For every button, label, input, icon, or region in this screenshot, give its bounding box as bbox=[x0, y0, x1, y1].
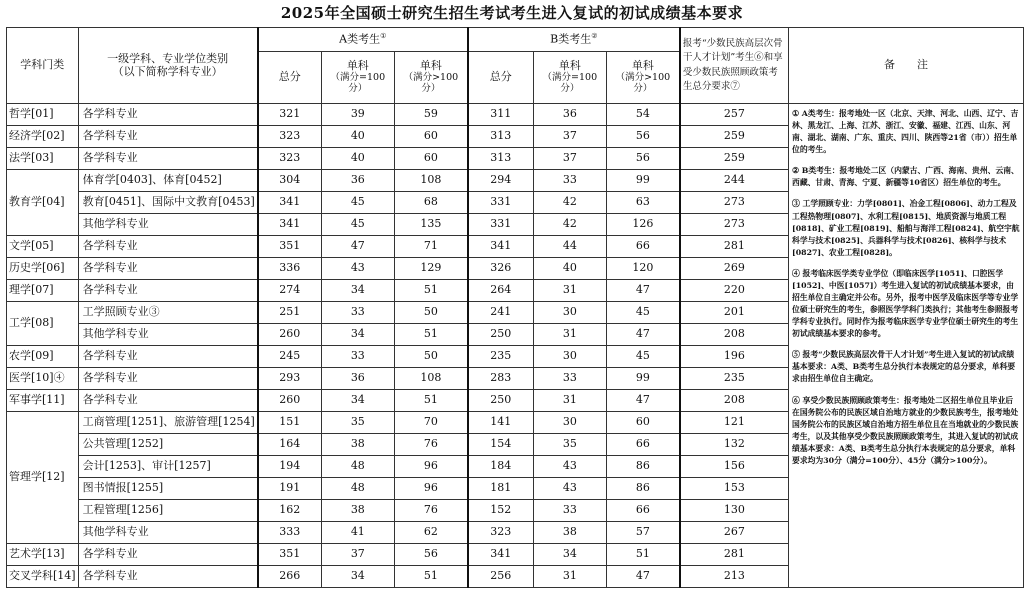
a-score-cell: 260 bbox=[258, 324, 321, 346]
a-score-cell: 164 bbox=[258, 434, 321, 456]
a-score-cell: 51 bbox=[394, 390, 467, 412]
b-score-cell: 45 bbox=[606, 346, 679, 368]
b-score-cell: 57 bbox=[606, 522, 679, 544]
b-score-cell: 47 bbox=[606, 280, 679, 302]
b-score-cell: 256 bbox=[468, 566, 533, 588]
b-score-cell: 35 bbox=[533, 434, 606, 456]
major-cell: 各学科专业 bbox=[78, 566, 258, 588]
score-table-body bbox=[7, 104, 1024, 588]
b-score-cell: 283 bbox=[468, 368, 533, 390]
b-score-cell: 264 bbox=[468, 280, 533, 302]
b-score-cell: 294 bbox=[468, 170, 533, 192]
a-score-cell: 56 bbox=[394, 544, 467, 566]
a-score-cell: 38 bbox=[321, 434, 394, 456]
header-category-label: 一级学科、专业学位类别 bbox=[107, 51, 229, 65]
a-score-cell: 40 bbox=[321, 126, 394, 148]
b-score-cell: 47 bbox=[606, 390, 679, 412]
b-score-cell: 47 bbox=[606, 324, 679, 346]
discipline-cell: 交叉学科[14] bbox=[7, 566, 79, 588]
b-score-cell: 66 bbox=[606, 434, 679, 456]
a-score-cell: 76 bbox=[394, 500, 467, 522]
discipline-cell: 工学[08] bbox=[7, 302, 79, 346]
discipline-cell: 管理学[12] bbox=[7, 412, 79, 544]
b-score-cell: 181 bbox=[468, 478, 533, 500]
a-score-cell: 38 bbox=[321, 500, 394, 522]
major-cell: 各学科专业 bbox=[78, 346, 258, 368]
header-minority: 报考“少数民族高层次骨干人才计划”考生⑥和享受少数民族照顾政策考生总分要求⑦ bbox=[680, 28, 789, 104]
a-score-cell: 96 bbox=[394, 456, 467, 478]
discipline-cell: 哲学[01] bbox=[7, 104, 79, 126]
header-a-single-label: 单科 bbox=[419, 59, 442, 73]
b-score-cell: 331 bbox=[468, 192, 533, 214]
minority-total-cell: 121 bbox=[680, 412, 789, 434]
b-score-cell: 30 bbox=[533, 302, 606, 324]
a-score-cell: 293 bbox=[258, 368, 321, 390]
a-score-cell: 51 bbox=[394, 324, 467, 346]
b-score-cell: 33 bbox=[533, 170, 606, 192]
header-group-a-label: A类考生 bbox=[339, 33, 381, 46]
a-score-cell: 60 bbox=[394, 148, 467, 170]
a-score-cell: 45 bbox=[321, 192, 394, 214]
minority-total-cell: 208 bbox=[680, 390, 789, 412]
minority-total-cell: 156 bbox=[680, 456, 789, 478]
header-a-single-label: 单科 bbox=[346, 59, 369, 73]
a-score-cell: 51 bbox=[394, 566, 467, 588]
b-score-cell: 331 bbox=[468, 214, 533, 236]
minority-total-cell: 153 bbox=[680, 478, 789, 500]
b-score-cell: 56 bbox=[606, 148, 679, 170]
a-score-cell: 341 bbox=[258, 214, 321, 236]
b-score-cell: 184 bbox=[468, 456, 533, 478]
header-a-single-100-sub: （满分=100分） bbox=[330, 71, 386, 94]
b-score-cell: 126 bbox=[606, 214, 679, 236]
b-score-cell: 235 bbox=[468, 346, 533, 368]
a-score-cell: 351 bbox=[258, 544, 321, 566]
b-score-cell: 311 bbox=[468, 104, 533, 126]
b-score-cell: 38 bbox=[533, 522, 606, 544]
major-cell: 其他学科专业 bbox=[78, 214, 258, 236]
a-score-cell: 336 bbox=[258, 258, 321, 280]
b-score-cell: 86 bbox=[606, 478, 679, 500]
b-score-cell: 37 bbox=[533, 148, 606, 170]
minority-total-cell: 201 bbox=[680, 302, 789, 324]
minority-total-cell: 235 bbox=[680, 368, 789, 390]
b-score-cell: 33 bbox=[533, 500, 606, 522]
discipline-cell: 法学[03] bbox=[7, 148, 79, 170]
major-cell: 体育学[0403]、体育[0452] bbox=[78, 170, 258, 192]
a-score-cell: 68 bbox=[394, 192, 467, 214]
b-score-cell: 120 bbox=[606, 258, 679, 280]
note-item: ③ 工学照顾专业：力学[0801]、冶金工程[0806]、动力工程及工程热物理[0807]、水利工程[0815]、地质资源与地质工程[0818]、矿业工程[0819]、船舶与海洋工程[0824]、航空宇航科学与技术[0825]、兵器科学与技术[0826]、核科学与技术[0827]、农业工程[0828]。 bbox=[792, 199, 1020, 257]
a-score-cell: 71 bbox=[394, 236, 467, 258]
minority-total-cell: 208 bbox=[680, 324, 789, 346]
b-score-cell: 152 bbox=[468, 500, 533, 522]
b-score-cell: 36 bbox=[533, 104, 606, 126]
discipline-cell: 农学[09] bbox=[7, 346, 79, 368]
header-a-total: 总分 bbox=[258, 52, 321, 104]
b-score-cell: 341 bbox=[468, 544, 533, 566]
b-score-cell: 99 bbox=[606, 170, 679, 192]
b-score-cell: 42 bbox=[533, 214, 606, 236]
header-b-single-label: 单科 bbox=[631, 59, 654, 73]
major-cell: 工商管理[1251]、旅游管理[1254] bbox=[78, 412, 258, 434]
note-item: ④ 报考临床医学类专业学位（即临床医学[1051]、口腔医学[1052]、中医[1057]）考生进入复试的初试成绩基本要求，由招生单位自主确定并公布。另外，报考中医学及临床医学等专业学位硕士研究生的考生，参照医学学科门类执行；其他考生参照报考学科专业执行。同时作为报考临床医学专业学位硕士研究生的考生初试成绩基本要求的参考。 bbox=[792, 268, 1019, 339]
b-score-cell: 241 bbox=[468, 302, 533, 324]
notes-cell bbox=[789, 104, 1024, 588]
a-score-cell: 48 bbox=[321, 478, 394, 500]
note-item: ② B类考生：报考地处二区（内蒙古、广西、海南、贵州、云南、西藏、甘肃、青海、宁夏、新疆等10省区）招生单位的考生。 bbox=[792, 166, 1019, 188]
major-cell: 教育[0451]、国际中文教育[0453] bbox=[78, 192, 258, 214]
a-score-cell: 304 bbox=[258, 170, 321, 192]
a-score-cell: 162 bbox=[258, 500, 321, 522]
a-score-cell: 341 bbox=[258, 192, 321, 214]
header-b-single-gt100-sub: （满分>100分） bbox=[615, 71, 671, 94]
a-score-cell: 245 bbox=[258, 346, 321, 368]
major-cell: 各学科专业 bbox=[78, 544, 258, 566]
b-score-cell: 31 bbox=[533, 566, 606, 588]
a-score-cell: 76 bbox=[394, 434, 467, 456]
header-notes: 备 注 bbox=[789, 28, 1024, 104]
header-b-single-label: 单科 bbox=[558, 59, 581, 73]
b-score-cell: 250 bbox=[468, 390, 533, 412]
b-score-cell: 45 bbox=[606, 302, 679, 324]
b-score-cell: 54 bbox=[606, 104, 679, 126]
b-score-cell: 154 bbox=[468, 434, 533, 456]
minority-total-cell: 273 bbox=[680, 192, 789, 214]
header-b-single-gt100 bbox=[606, 52, 679, 104]
a-score-cell: 191 bbox=[258, 478, 321, 500]
b-score-cell: 51 bbox=[606, 544, 679, 566]
b-score-cell: 341 bbox=[468, 236, 533, 258]
a-score-cell: 129 bbox=[394, 258, 467, 280]
a-score-cell: 59 bbox=[394, 104, 467, 126]
b-score-cell: 56 bbox=[606, 126, 679, 148]
b-score-cell: 43 bbox=[533, 478, 606, 500]
b-score-cell: 313 bbox=[468, 148, 533, 170]
header-category-sub: （以下简称学科专业） bbox=[112, 64, 223, 78]
b-score-cell: 60 bbox=[606, 412, 679, 434]
b-score-cell: 86 bbox=[606, 456, 679, 478]
a-score-cell: 194 bbox=[258, 456, 321, 478]
b-score-cell: 63 bbox=[606, 192, 679, 214]
a-score-cell: 47 bbox=[321, 236, 394, 258]
major-cell: 工学照顾专业③ bbox=[78, 302, 258, 324]
a-score-cell: 34 bbox=[321, 324, 394, 346]
a-score-cell: 50 bbox=[394, 302, 467, 324]
minority-total-cell: 281 bbox=[680, 236, 789, 258]
a-score-cell: 351 bbox=[258, 236, 321, 258]
b-score-cell: 34 bbox=[533, 544, 606, 566]
a-score-cell: 37 bbox=[321, 544, 394, 566]
a-score-cell: 50 bbox=[394, 346, 467, 368]
b-score-cell: 326 bbox=[468, 258, 533, 280]
major-cell: 各学科专业 bbox=[78, 148, 258, 170]
header-a-single-gt100 bbox=[394, 52, 467, 104]
table-row bbox=[7, 104, 1024, 126]
b-score-cell: 44 bbox=[533, 236, 606, 258]
a-score-cell: 62 bbox=[394, 522, 467, 544]
a-score-cell: 34 bbox=[321, 390, 394, 412]
header-a-single-100 bbox=[321, 52, 394, 104]
minority-total-cell: 132 bbox=[680, 434, 789, 456]
header-group-a-mark: ① bbox=[380, 32, 387, 41]
b-score-cell: 43 bbox=[533, 456, 606, 478]
minority-total-cell: 213 bbox=[680, 566, 789, 588]
a-score-cell: 333 bbox=[258, 522, 321, 544]
discipline-cell: 历史学[06] bbox=[7, 258, 79, 280]
a-score-cell: 135 bbox=[394, 214, 467, 236]
b-score-cell: 66 bbox=[606, 500, 679, 522]
a-score-cell: 41 bbox=[321, 522, 394, 544]
major-cell: 各学科专业 bbox=[78, 258, 258, 280]
header-group-b bbox=[468, 28, 680, 52]
a-score-cell: 33 bbox=[321, 302, 394, 324]
b-score-cell: 250 bbox=[468, 324, 533, 346]
major-cell: 其他学科专业 bbox=[78, 522, 258, 544]
minority-total-cell: 257 bbox=[680, 104, 789, 126]
major-cell: 各学科专业 bbox=[78, 236, 258, 258]
b-score-cell: 31 bbox=[533, 280, 606, 302]
major-cell: 各学科专业 bbox=[78, 280, 258, 302]
b-score-cell: 30 bbox=[533, 412, 606, 434]
a-score-cell: 36 bbox=[321, 170, 394, 192]
page-title: 2025年全国硕士研究生招生考试考生进入复试的初试成绩基本要求 bbox=[280, 4, 744, 22]
a-score-cell: 266 bbox=[258, 566, 321, 588]
note-item: ⑥ 享受少数民族照顾政策考生：报考地处二区招生单位且毕业后在国务院公布的民族区域自治地方就业的少数民族考生，报考地处国务院公布的民族区域自治地方招生单位且在当地就业的少数民族考生，以及其他享受少数民族照顾政策考生，其进入复试的初试成绩基本要求：A类、B类考生总分执行本表规定的总分要求，单科要求均为30分（满分=100分）、45分（满分>100分）。 bbox=[792, 395, 1019, 465]
discipline-cell: 医学[10]④ bbox=[7, 368, 79, 390]
discipline-cell: 理学[07] bbox=[7, 280, 79, 302]
b-score-cell: 313 bbox=[468, 126, 533, 148]
header-b-total: 总分 bbox=[468, 52, 533, 104]
a-score-cell: 251 bbox=[258, 302, 321, 324]
header-category bbox=[78, 28, 258, 104]
major-cell: 公共管理[1252] bbox=[78, 434, 258, 456]
a-score-cell: 33 bbox=[321, 346, 394, 368]
minority-total-cell: 220 bbox=[680, 280, 789, 302]
minority-total-cell: 130 bbox=[680, 500, 789, 522]
major-cell: 会计[1253]、审计[1257] bbox=[78, 456, 258, 478]
a-score-cell: 36 bbox=[321, 368, 394, 390]
b-score-cell: 31 bbox=[533, 324, 606, 346]
major-cell: 其他学科专业 bbox=[78, 324, 258, 346]
a-score-cell: 60 bbox=[394, 126, 467, 148]
a-score-cell: 96 bbox=[394, 478, 467, 500]
a-score-cell: 39 bbox=[321, 104, 394, 126]
major-cell: 各学科专业 bbox=[78, 368, 258, 390]
a-score-cell: 45 bbox=[321, 214, 394, 236]
a-score-cell: 274 bbox=[258, 280, 321, 302]
b-score-cell: 47 bbox=[606, 566, 679, 588]
a-score-cell: 34 bbox=[321, 566, 394, 588]
minority-total-cell: 273 bbox=[680, 214, 789, 236]
a-score-cell: 35 bbox=[321, 412, 394, 434]
minority-total-cell: 196 bbox=[680, 346, 789, 368]
discipline-cell: 艺术学[13] bbox=[7, 544, 79, 566]
b-score-cell: 40 bbox=[533, 258, 606, 280]
b-score-cell: 42 bbox=[533, 192, 606, 214]
major-cell: 工程管理[1256] bbox=[78, 500, 258, 522]
a-score-cell: 323 bbox=[258, 126, 321, 148]
header-a-single-gt100-sub: （满分>100分） bbox=[403, 71, 459, 94]
b-score-cell: 33 bbox=[533, 368, 606, 390]
a-score-cell: 321 bbox=[258, 104, 321, 126]
a-score-cell: 108 bbox=[394, 170, 467, 192]
note-item: ① A类考生：报考地处一区（北京、天津、河北、山西、辽宁、吉林、黑龙江、上海、江苏、浙江、安徽、福建、江西、山东、河南、湖北、湖南、广东、重庆、四川、陕西等21省（市））招生单位的考生。 bbox=[792, 109, 1019, 155]
b-score-cell: 99 bbox=[606, 368, 679, 390]
major-cell: 图书情报[1255] bbox=[78, 478, 258, 500]
discipline-cell: 教育学[04] bbox=[7, 170, 79, 236]
discipline-cell: 经济学[02] bbox=[7, 126, 79, 148]
header-discipline: 学科门类 bbox=[7, 28, 79, 104]
major-cell: 各学科专业 bbox=[78, 104, 258, 126]
discipline-cell: 军事学[11] bbox=[7, 390, 79, 412]
b-score-cell: 31 bbox=[533, 390, 606, 412]
minority-total-cell: 244 bbox=[680, 170, 789, 192]
a-score-cell: 260 bbox=[258, 390, 321, 412]
minority-total-cell: 267 bbox=[680, 522, 789, 544]
minority-total-cell: 259 bbox=[680, 148, 789, 170]
a-score-cell: 151 bbox=[258, 412, 321, 434]
header-group-b-mark: ② bbox=[591, 32, 598, 41]
minority-total-cell: 259 bbox=[680, 126, 789, 148]
discipline-cell: 文学[05] bbox=[7, 236, 79, 258]
note-item: ⑤ 报考“少数民族高层次骨干人才计划”考生进入复试的初试成绩基本要求：A类、B类考生总分执行本表规定的总分要求，单科要求由招生单位自主确定。 bbox=[792, 350, 1016, 384]
a-score-cell: 108 bbox=[394, 368, 467, 390]
minority-total-cell: 269 bbox=[680, 258, 789, 280]
score-table-wrapper bbox=[6, 27, 1024, 588]
a-score-cell: 34 bbox=[321, 280, 394, 302]
b-score-cell: 66 bbox=[606, 236, 679, 258]
a-score-cell: 43 bbox=[321, 258, 394, 280]
header-b-single-100 bbox=[533, 52, 606, 104]
header-group-a bbox=[258, 28, 468, 52]
header-group-b-label: B类考生 bbox=[550, 33, 592, 46]
a-score-cell: 323 bbox=[258, 148, 321, 170]
a-score-cell: 70 bbox=[394, 412, 467, 434]
a-score-cell: 48 bbox=[321, 456, 394, 478]
b-score-cell: 30 bbox=[533, 346, 606, 368]
a-score-cell: 51 bbox=[394, 280, 467, 302]
minority-total-cell: 281 bbox=[680, 544, 789, 566]
a-score-cell: 40 bbox=[321, 148, 394, 170]
score-table bbox=[6, 27, 1024, 588]
b-score-cell: 37 bbox=[533, 126, 606, 148]
header-b-single-100-sub: （满分=100分） bbox=[542, 71, 598, 94]
b-score-cell: 141 bbox=[468, 412, 533, 434]
major-cell: 各学科专业 bbox=[78, 390, 258, 412]
b-score-cell: 323 bbox=[468, 522, 533, 544]
major-cell: 各学科专业 bbox=[78, 126, 258, 148]
